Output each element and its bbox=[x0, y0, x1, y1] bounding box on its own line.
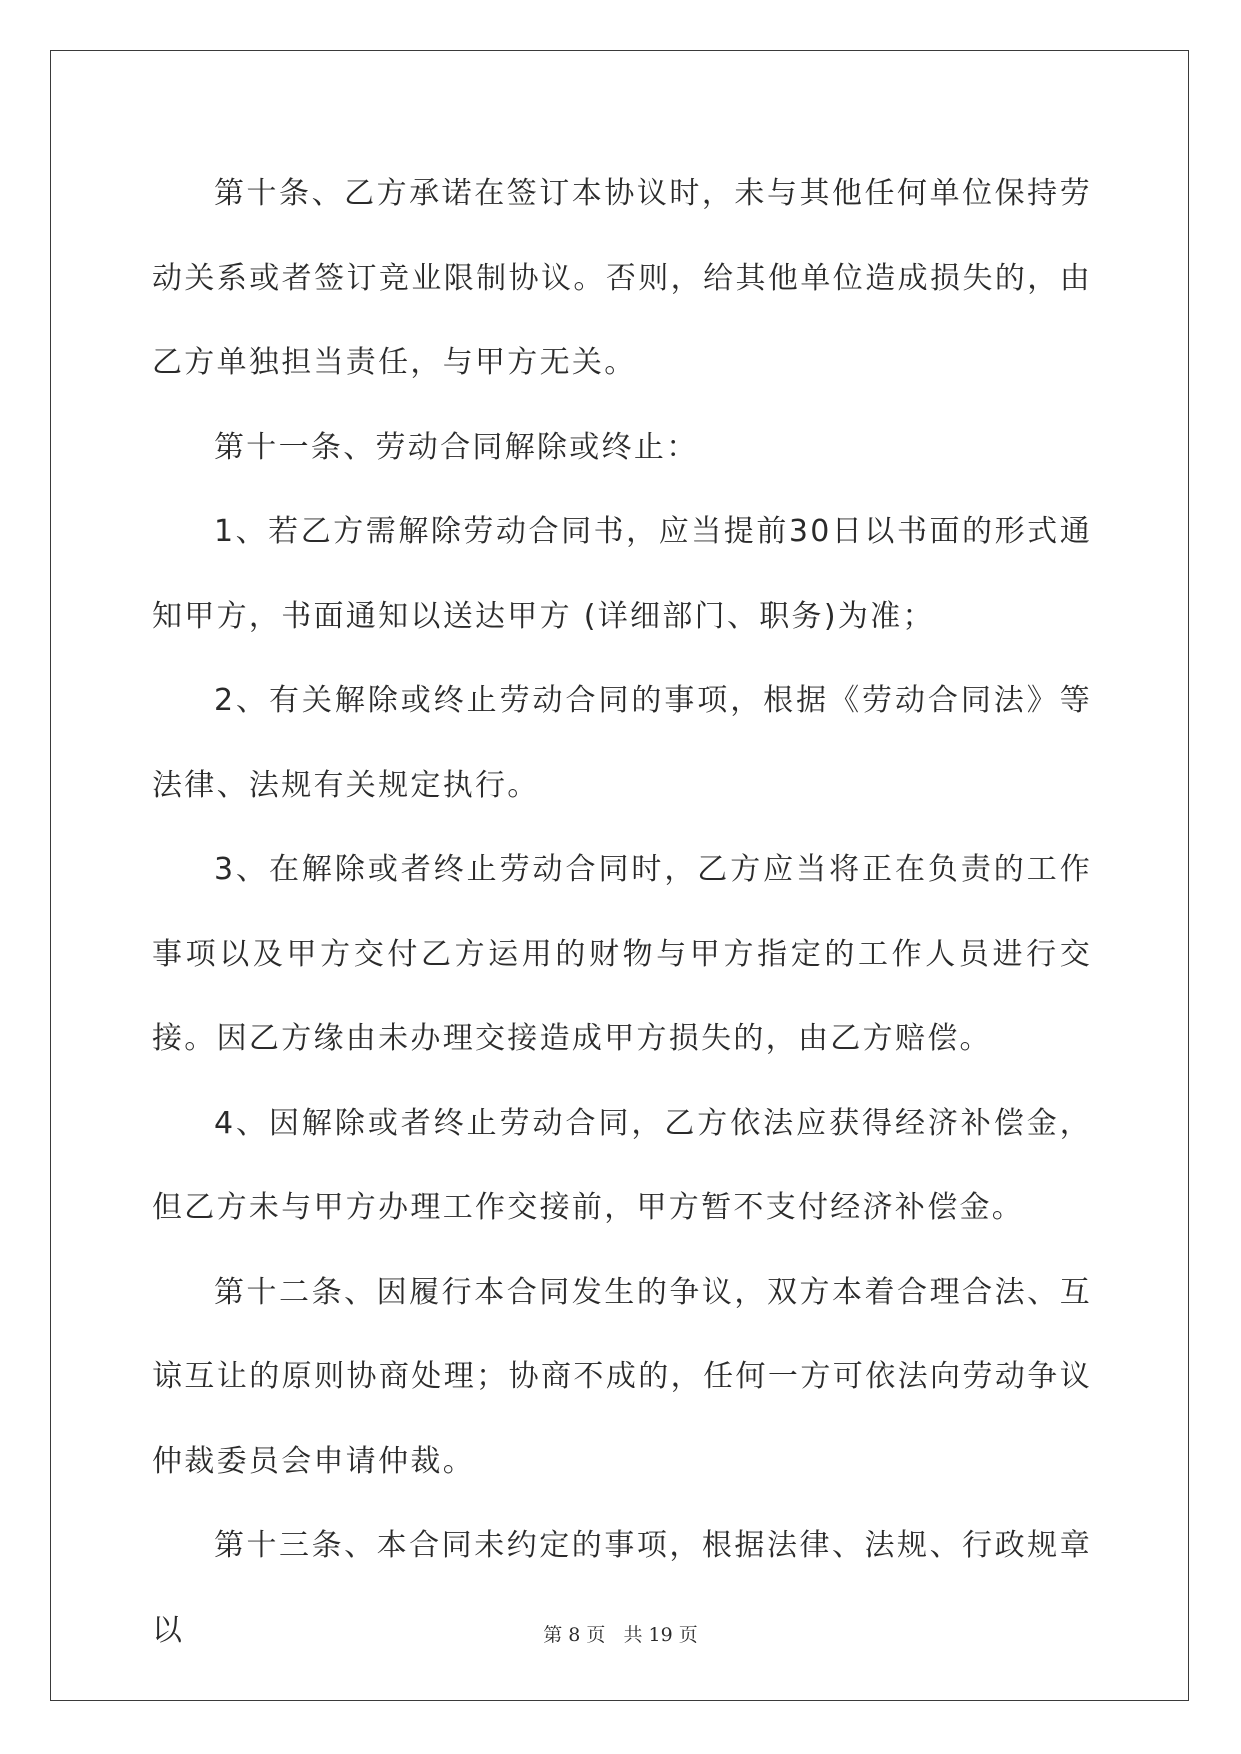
clause-11-item-2: 2、有关解除或终止劳动合同的事项，根据《劳动合同法》等法律、法规有关规定执行。 bbox=[152, 683, 1092, 803]
clause-11-item-4: 4、因解除或者终止劳动合同，乙方依法应获得经济补偿金，但乙方未与甲方办理工作交接前，甲方暂不支付经济补偿金。 bbox=[152, 1105, 1092, 1225]
page-total: 共 19 页 bbox=[623, 1624, 698, 1646]
clause-10-paragraph: 第十条、乙方承诺在签订本协议时，未与其他任何单位保持劳动关系或者签订竞业限制协议。否则，给其他单位造成损失的，由乙方单独担当责任，与甲方无关。 bbox=[152, 176, 1092, 380]
page-number: 第 8 页 bbox=[543, 1624, 606, 1646]
document-body bbox=[152, 152, 1092, 1673]
clause-11-heading: 第十一条、劳动合同解除或终止： bbox=[214, 429, 699, 465]
page-footer bbox=[0, 1620, 1241, 1647]
clause-13-paragraph: 第十三条、本合同未约定的事项，根据法律、法规、行政规章以 bbox=[152, 1528, 1092, 1648]
clause-12-paragraph: 第十二条、因履行本合同发生的争议，双方本着合理合法、互谅互让的原则协商处理；协商不成的，任何一方可依法向劳动争议仲裁委员会申请仲裁。 bbox=[152, 1274, 1092, 1479]
clause-11-item-3: 3、在解除或者终止劳动合同时，乙方应当将正在负责的工作事项以及甲方交付乙方运用的财物与甲方指定的工作人员进行交接。因乙方缘由未办理交接造成甲方损失的，由乙方赔偿。 bbox=[152, 852, 1092, 1056]
clause-11-item-1: 1、若乙方需解除劳动合同书，应当提前30日以书面的形式通知甲方，书面通知以送达甲方 (详细部门、职务)为准； bbox=[152, 514, 1092, 634]
